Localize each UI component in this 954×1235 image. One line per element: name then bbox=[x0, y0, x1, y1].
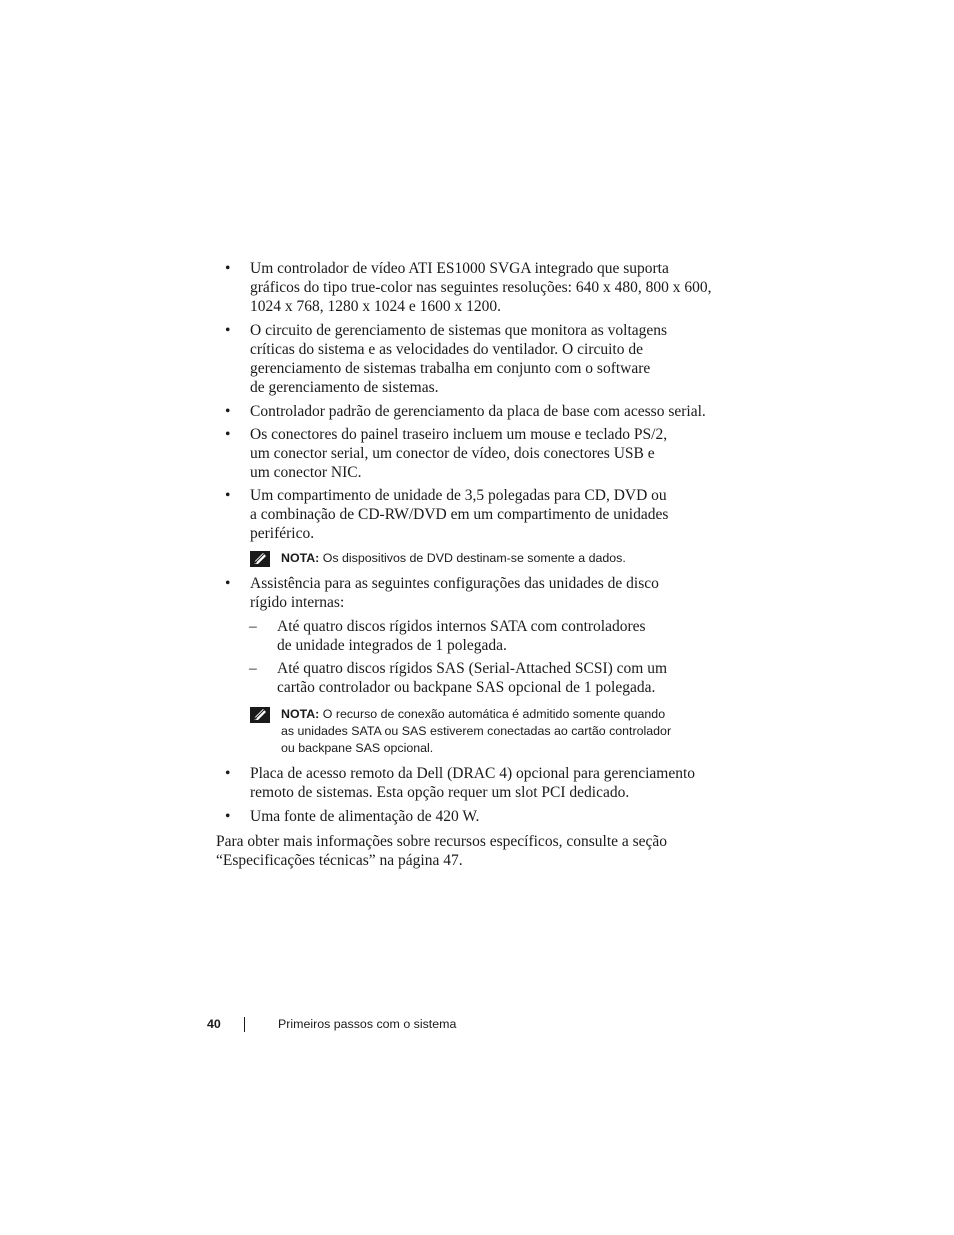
sub-list-item-text: cartão controlador ou backpane SAS opcional de 1 polegada. bbox=[277, 679, 656, 696]
page-number: 40 bbox=[207, 1017, 221, 1031]
list-item-text: um conector NIC. bbox=[250, 464, 362, 481]
list-item-text: a combinação de CD-RW/DVD em um compartimento de unidades bbox=[250, 506, 669, 523]
list-item-text: rígido internas: bbox=[250, 594, 345, 611]
list-item bbox=[225, 321, 720, 397]
list-item bbox=[225, 807, 720, 826]
bullet-marker: • bbox=[225, 487, 231, 504]
list-item-text: de gerenciamento de sistemas. bbox=[250, 379, 439, 396]
list-item bbox=[225, 259, 720, 316]
list-item bbox=[225, 764, 720, 802]
sub-list-item bbox=[249, 659, 717, 697]
list-item-text: Um controlador de vídeo ATI ES1000 SVGA integrado que suporta bbox=[250, 260, 669, 277]
sub-list-item-text: de unidade integrados de 1 polegada. bbox=[277, 637, 507, 654]
list-item-text: Uma fonte de alimentação de 420 W. bbox=[250, 808, 480, 825]
bullet-marker: • bbox=[225, 260, 231, 277]
list-item bbox=[225, 574, 720, 612]
list-item-text: Os conectores do painel traseiro incluem um mouse e teclado PS/2, bbox=[250, 426, 668, 443]
dash-marker: – bbox=[249, 618, 257, 635]
sub-list-item bbox=[249, 617, 717, 655]
footer-divider bbox=[244, 1017, 245, 1032]
sub-list-item-text: Até quatro discos rígidos SAS (Serial-Attached SCSI) com um bbox=[277, 660, 668, 677]
pencil-note-icon bbox=[250, 707, 270, 723]
body-paragraph bbox=[216, 832, 716, 870]
note-text: ou backpane SAS opcional. bbox=[281, 741, 434, 755]
bullet-marker: • bbox=[225, 403, 231, 420]
bullet-marker: • bbox=[225, 765, 231, 782]
list-item-text: Um compartimento de unidade de 3,5 polegadas para CD, DVD ou bbox=[250, 487, 667, 504]
list-item-text: O circuito de gerenciamento de sistemas que monitora as voltagens bbox=[250, 322, 668, 339]
sub-list-item-text: Até quatro discos rígidos internos SATA com controladores bbox=[277, 618, 646, 635]
dash-marker: – bbox=[249, 660, 257, 677]
list-item-text: Assistência para as seguintes configurações das unidades de disco bbox=[250, 575, 659, 592]
note-text: O recurso de conexão automática é admitido somente quando bbox=[322, 707, 666, 721]
list-item bbox=[225, 425, 720, 482]
paragraph-text: Para obter mais informações sobre recursos específicos, consulte a seção bbox=[216, 833, 668, 850]
pencil-note-icon bbox=[250, 551, 270, 567]
paragraph-text: “Especificações técnicas” na página 47. bbox=[216, 852, 463, 869]
note-text: Os dispositivos de DVD destinam-se somente a dados. bbox=[322, 551, 626, 565]
list-item-text: 1024 x 768, 1280 x 1024 e 1600 x 1200. bbox=[250, 298, 502, 315]
bullet-marker: • bbox=[225, 322, 231, 339]
note-label: NOTA: bbox=[281, 551, 320, 565]
bullet-marker: • bbox=[225, 808, 231, 825]
list-item-text: periférico. bbox=[250, 525, 315, 542]
list-item bbox=[225, 402, 720, 421]
list-item-text: gerenciamento de sistemas trabalha em conjunto com o software bbox=[250, 360, 651, 377]
list-item-text: Controlador padrão de gerenciamento da placa de base com acesso serial. bbox=[250, 403, 706, 420]
running-footer-title: Primeiros passos com o sistema bbox=[278, 1017, 457, 1031]
note-text: as unidades SATA ou SAS estiverem conectadas ao cartão controlador bbox=[281, 724, 672, 738]
list-item-text: gráficos do tipo true-color nas seguintes resoluções: 640 x 480, 800 x 600, bbox=[250, 279, 712, 296]
bullet-marker: • bbox=[225, 575, 231, 592]
bullet-marker: • bbox=[225, 426, 231, 443]
list-item-text: um conector serial, um conector de vídeo, dois conectores USB e bbox=[250, 445, 655, 462]
note-label: NOTA: bbox=[281, 707, 320, 721]
list-item bbox=[225, 486, 720, 543]
list-item-text: críticas do sistema e as velocidades do ventilador. O circuito de bbox=[250, 341, 643, 358]
list-item-text: Placa de acesso remoto da Dell (DRAC 4) opcional para gerenciamento bbox=[250, 765, 696, 782]
list-item-text: remoto de sistemas. Esta opção requer um slot PCI dedicado. bbox=[250, 784, 630, 801]
